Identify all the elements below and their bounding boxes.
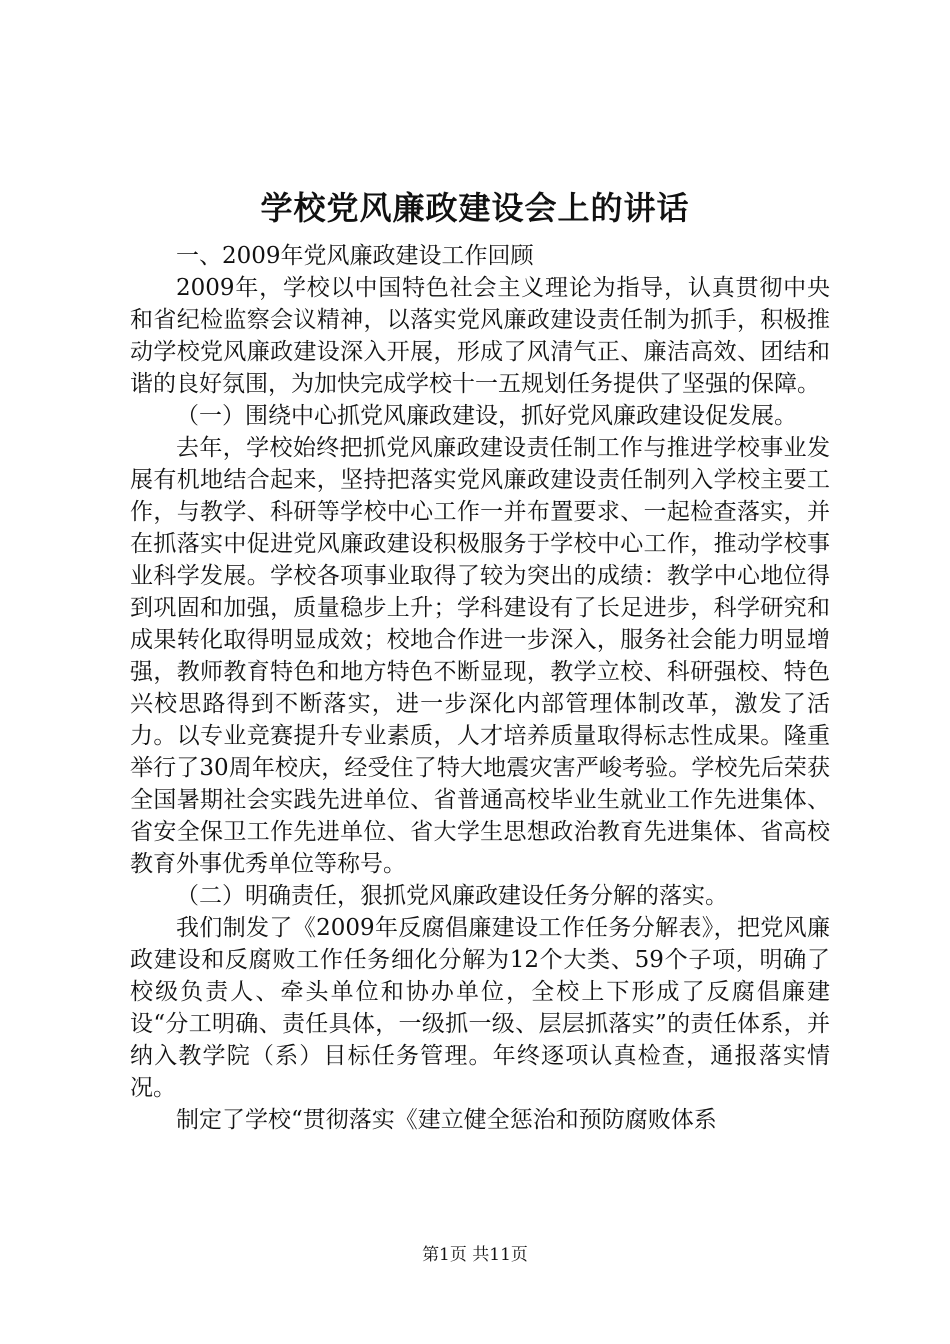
body-paragraph: 我们制发了《2009年反腐倡廉建设工作任务分解表》，把党风廉政建设和反腐败工作任务细化分解为12个大类、59个子项，明确了校级负责人、牵头单位和协办单位，全校上下形成了反腐倡廉建设“分工明确、责任具体，一级抓一级、层层抓落实”的责任体系，并纳入教学院（系）目标任务管理。年终逐项认真检查，通报落实情况。: [130, 915, 830, 1101]
section-heading: 一、2009年党风廉政建设工作回顾: [176, 243, 534, 269]
document-body: [130, 240, 830, 1136]
body-paragraph: 去年，学校始终把抓党风廉政建设责任制工作与推进学校事业发展有机地结合起来，坚持把落实党风廉政建设责任制列入学校主要工作，与教学、科研等学校中心工作一并布置要求、一起检查落实，并在抓落实中促进党风廉政建设积极服务于学校中心工作，推动学校事业科学发展。学校各项事业取得了较为突出的成绩：教学中心地位得到巩固和加强，质量稳步上升；学科建设有了长足进步，科学研究和成果转化取得明显成效；校地合作进一步深入，服务社会能力明显增强，教师教育特色和地方特色不断显现，教学立校、科研强校、特色兴校思路得到不断落实，进一步深化内部管理体制改革，激发了活力。以专业竞赛提升专业素质，人才培养质量取得标志性成果。隆重举行了30周年校庆，经受住了特大地震灾害严峻考验。学校先后荣获全国暑期社会实践先进单位、省普通高校毕业生就业工作先进集体、省安全保卫工作先进单位、省大学生思想政治教育先进集体、省高校教育外事优秀单位等称号。: [130, 435, 830, 877]
body-paragraph: 制定了学校“贯彻落实《建立健全惩治和预防腐败体系: [176, 1107, 717, 1133]
document-title: 学校党风廉政建设会上的讲话: [260, 189, 690, 227]
subsection-heading: （二）明确责任，狠抓党风廉政建设任务分解的落实。: [176, 883, 728, 909]
page-footer: 第1页 共11页: [422, 1245, 528, 1265]
body-paragraph: 2009年，学校以中国特色社会主义理论为指导，认真贯彻中央和省纪检监察会议精神，以落实党风廉政建设责任制为抓手，积极推动学校党风廉政建设深入开展，形成了风清气正、廉洁高效、团结和谐的良好氛围，为加快完成学校十一五规划任务提供了坚强的保障。: [130, 275, 830, 397]
subsection-heading: （一）围绕中心抓党风廉政建设，抓好党风廉政建设促发展。: [176, 403, 797, 429]
